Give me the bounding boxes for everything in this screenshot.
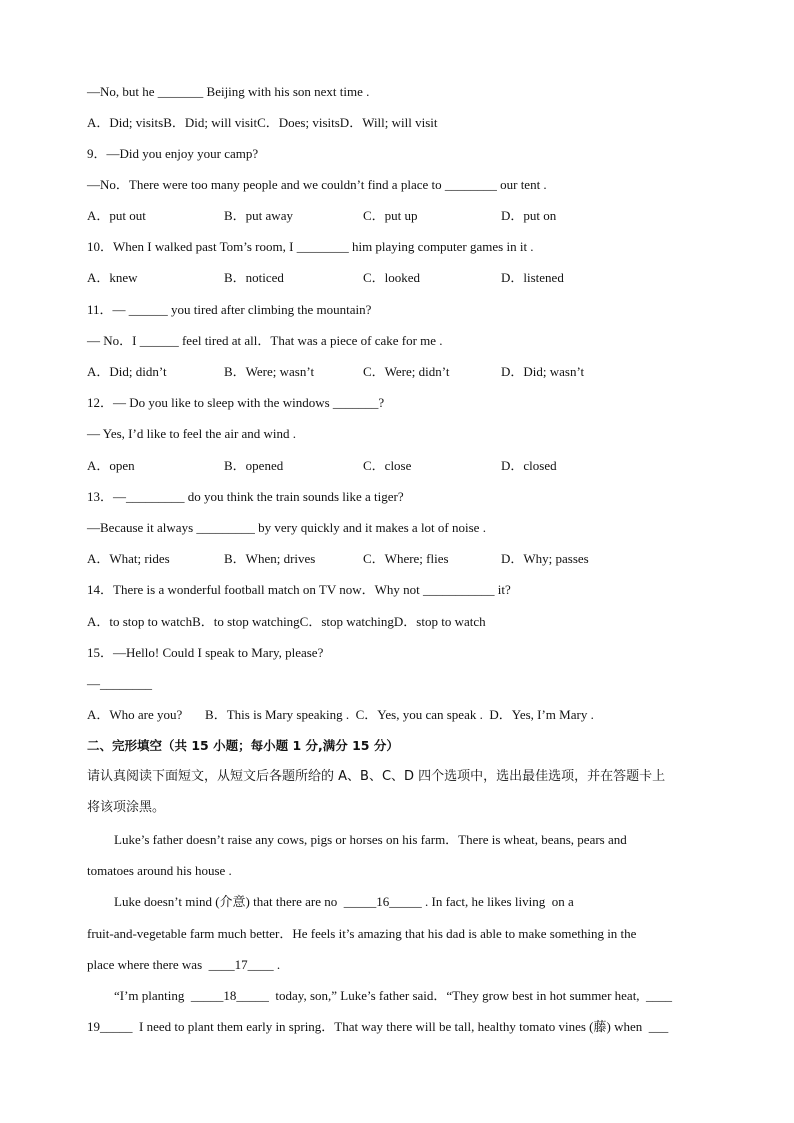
q10-option-a[interactable]: A．knew	[87, 270, 138, 285]
blank-17[interactable]: ____17____	[208, 957, 274, 972]
q9-option-c[interactable]: C．put up	[363, 208, 418, 223]
section-heading: 二、完形填空（共 15 小题；每小题 1 分,满分 15 分）	[87, 738, 399, 753]
q12-option-c[interactable]: C．close	[363, 458, 412, 473]
q13-option-a[interactable]: A．What; rides	[87, 551, 170, 566]
q11-stem: 11．— ______ you tired after climbing the mountain?	[87, 302, 372, 317]
passage-text: today, son,” Luke’s father said．“They grow best in hot summer heat, ____	[268, 988, 673, 1003]
q9-stem: 9．—Did you enjoy your camp?	[87, 146, 259, 161]
passage-text: .	[273, 957, 281, 972]
q9-answer-line: —No．There were too many people and we couldn’t find a place to ________ our tent .	[87, 177, 547, 192]
passage-p3-line1	[114, 987, 707, 1005]
passage-text: “I’m planting	[114, 988, 191, 1003]
section-instruction: 请认真阅读下面短文，从短文后各题所给的 A、B、C、D 四个选项中，选出最佳选项，并在答题卡上	[87, 769, 666, 784]
q10-option-b[interactable]: B．noticed	[224, 270, 284, 285]
passage-p2-line1	[114, 893, 707, 911]
q13-option-d[interactable]: D．Why; passes	[501, 551, 589, 566]
q12-answer-line: — Yes, I’d like to feel the air and wind .	[87, 426, 297, 441]
q12-option-d[interactable]: D．closed	[501, 458, 557, 473]
passage-text: Luke doesn’t mind (介意) that there are no	[114, 894, 344, 909]
q12-option-a[interactable]: A．open	[87, 458, 135, 473]
q11-answer-line: — No．I ______ feel tired at all．That was a piece of cake for me .	[87, 333, 443, 348]
q10-stem: 10．When I walked past Tom’s room, I ________ him playing computer games in it .	[87, 239, 534, 254]
passage-p1-line1: Luke’s father doesn’t raise any cows, pigs or horses on his farm．There is wheat, beans, pears and	[114, 832, 627, 847]
q12-option-b[interactable]: B．opened	[224, 458, 284, 473]
passage-p1-line2: tomatoes around his house .	[87, 863, 232, 878]
blank-19[interactable]: 19_____	[87, 1019, 133, 1034]
q15-answer-line: —________	[87, 676, 152, 691]
blank-16[interactable]: _____16_____	[343, 894, 422, 909]
passage-p2-line2: fruit-and-vegetable farm much better．He feels it’s amazing that his dad is able to make something in the	[87, 926, 637, 941]
q9-option-a[interactable]: A．put out	[87, 208, 146, 223]
q11-option-a[interactable]: A．Did; didn’t	[87, 364, 167, 379]
q11-option-b[interactable]: B．Were; wasn’t	[224, 364, 315, 379]
blank-18[interactable]: _____18_____	[190, 988, 269, 1003]
q14-options: A．to stop to watchB．to stop watchingC．stop watchingD．stop to watch	[87, 614, 486, 629]
q14-stem: 14．There is a wonderful football match on TV now．Why not ___________ it?	[87, 582, 511, 597]
passage-text: . In fact, he likes living on a	[421, 894, 574, 909]
q9-option-d[interactable]: D．put on	[501, 208, 557, 223]
q8-options: A．Did; visitsB．Did; will visitC．Does; visitsD．Will; will visit	[87, 115, 438, 130]
q11-option-d[interactable]: D．Did; wasn’t	[501, 364, 585, 379]
section-instruction-cont: 将该项涂黑。	[87, 800, 166, 815]
q13-option-c[interactable]: C．Where; flies	[363, 551, 449, 566]
passage-p3-line2	[87, 1018, 707, 1036]
q13-answer-line: —Because it always _________ by very quickly and it makes a lot of noise .	[87, 520, 486, 535]
q10-option-c[interactable]: C．looked	[363, 270, 421, 285]
q15-stem: 15．—Hello! Could I speak to Mary, please?	[87, 645, 324, 660]
q13-option-b[interactable]: B．When; drives	[224, 551, 316, 566]
passage-p2-line3	[87, 956, 707, 974]
q11-option-c[interactable]: C．Were; didn’t	[363, 364, 450, 379]
q15-options: A．Who are you? B．This is Mary speaking . C．Yes, you can speak . D．Yes, I’m Mary .	[87, 707, 594, 722]
q8-answer-line: —No, but he _______ Beijing with his son next time .	[87, 84, 370, 99]
q10-option-d[interactable]: D．listened	[501, 270, 564, 285]
q13-stem: 13．—_________ do you think the train sounds like a tiger?	[87, 489, 404, 504]
passage-text: I need to plant them early in spring．That way there will be tall, healthy tomato vines (藤) when ___	[132, 1019, 669, 1034]
q12-stem: 12．— Do you like to sleep with the windows _______?	[87, 395, 385, 410]
q9-option-b[interactable]: B．put away	[224, 208, 293, 223]
passage-text: place where there was	[87, 957, 209, 972]
